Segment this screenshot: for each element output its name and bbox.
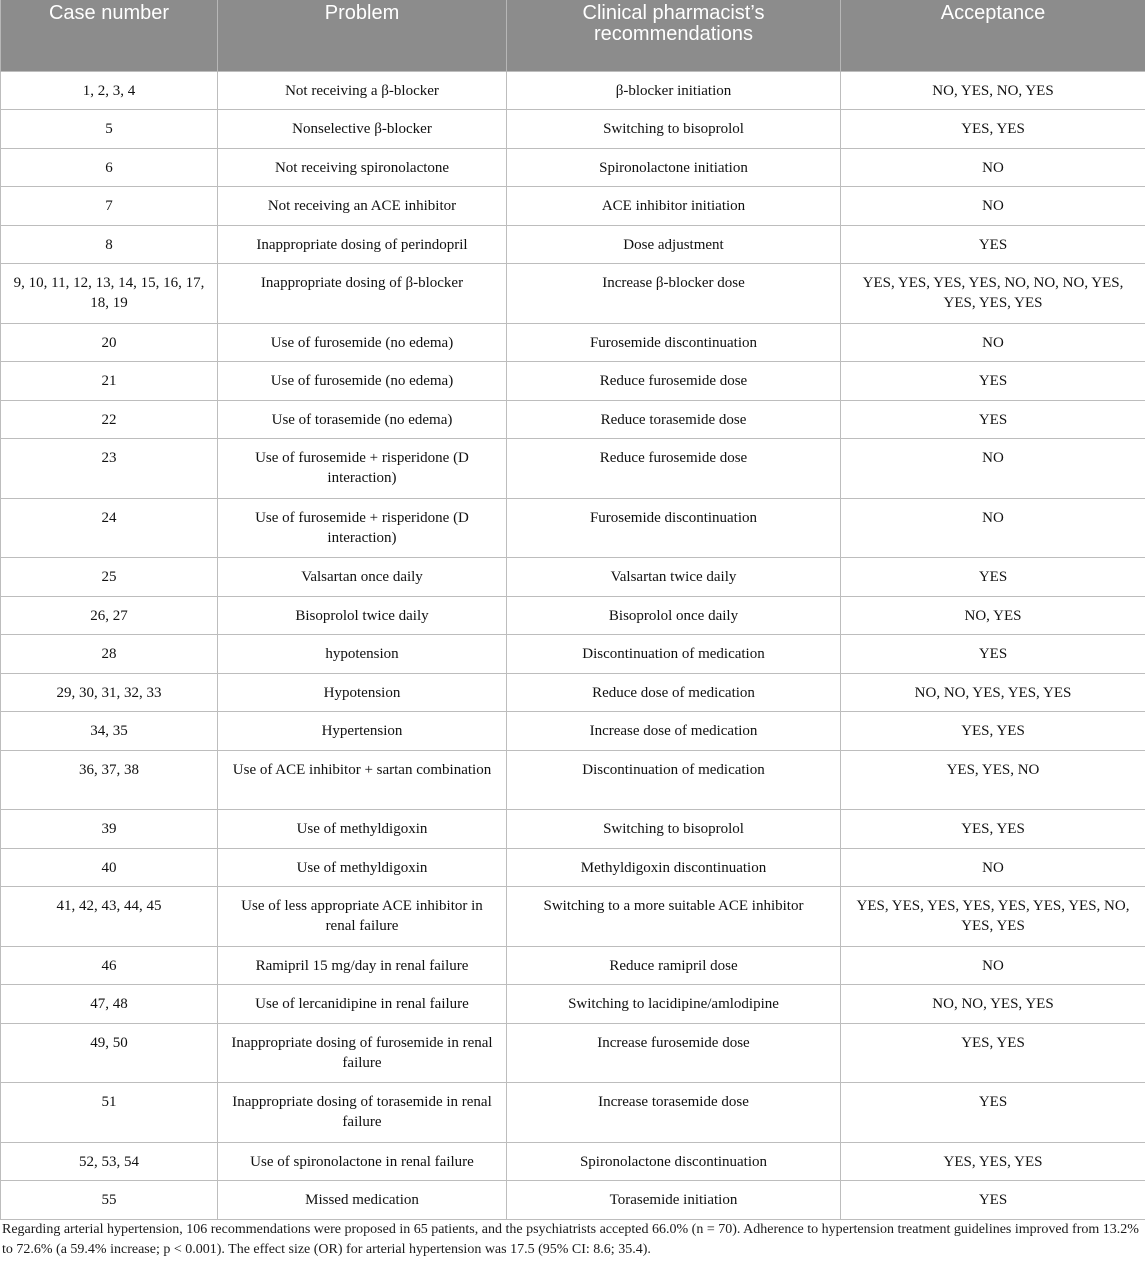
acceptance-cell: NO	[841, 439, 1145, 499]
table-row	[1, 498, 1145, 558]
acceptance-cell: YES	[841, 225, 1145, 264]
table-row	[1, 1083, 1145, 1143]
acceptance-cell: YES	[841, 558, 1145, 597]
table-row	[1, 712, 1145, 751]
acceptance-cell: NO	[841, 498, 1145, 558]
table-row	[1, 148, 1145, 187]
table-row	[1, 750, 1145, 810]
recommendation-cell: Dose adjustment	[507, 225, 841, 264]
table-footnote: Regarding arterial hypertension, 106 recommendations were proposed in 65 patients, and the psychiatrists accepted 66.0% (n = 70). Adherence to hypertension treatment guidelines improved from 13.2% to 72.6% (a 59.4% increase; p < 0.001). The effect size (OR) for arterial hypertension was 17.5 (95% CI: 8.6; 35.4).	[2, 1222, 1139, 1257]
table-row	[1, 439, 1145, 499]
problem-cell: Inappropriate dosing of furosemide in renal failure	[218, 1023, 507, 1083]
acceptance-cell: NO, NO, YES, YES, YES	[841, 673, 1145, 712]
acceptance-cell: YES	[841, 1083, 1145, 1143]
case-number-cell: 24	[1, 498, 218, 558]
acceptance-cell: YES, YES	[841, 712, 1145, 751]
acceptance-cell: NO	[841, 946, 1145, 985]
problem-cell: Hypotension	[218, 673, 507, 712]
problem-cell: Valsartan once daily	[218, 558, 507, 597]
case-number-cell: 7	[1, 187, 218, 226]
acceptance-cell: YES, YES	[841, 810, 1145, 849]
case-number-cell: 46	[1, 946, 218, 985]
problem-cell: Inappropriate dosing of β-blocker	[218, 264, 507, 324]
case-number-cell: 9, 10, 11, 12, 13, 14, 15, 16, 17, 18, 19	[1, 264, 218, 324]
recommendation-cell: Methyldigoxin discontinuation	[507, 848, 841, 887]
case-number-cell: 41, 42, 43, 44, 45	[1, 887, 218, 947]
acceptance-cell: NO	[841, 323, 1145, 362]
problem-cell: Missed medication	[218, 1181, 507, 1220]
case-number-cell: 47, 48	[1, 985, 218, 1024]
header-row	[1, 0, 1145, 71]
problem-cell: Not receiving a β-blocker	[218, 71, 507, 110]
problem-cell: Use of less appropriate ACE inhibitor in renal failure	[218, 887, 507, 947]
recommendation-cell: β-blocker initiation	[507, 71, 841, 110]
table-row	[1, 558, 1145, 597]
problem-cell: Use of methyldigoxin	[218, 810, 507, 849]
table-row	[1, 323, 1145, 362]
header-case-number: Case number	[1, 0, 218, 71]
table-row	[1, 848, 1145, 887]
header-problem: Problem	[218, 0, 507, 71]
recommendation-cell: Reduce torasemide dose	[507, 400, 841, 439]
case-number-cell: 29, 30, 31, 32, 33	[1, 673, 218, 712]
acceptance-cell: NO	[841, 187, 1145, 226]
recommendation-cell: Switching to a more suitable ACE inhibitor	[507, 887, 841, 947]
table-row	[1, 400, 1145, 439]
recommendation-cell: Reduce furosemide dose	[507, 439, 841, 499]
recommendation-cell: Reduce dose of medication	[507, 673, 841, 712]
case-number-cell: 51	[1, 1083, 218, 1143]
header-recommendations: Clinical pharmacist’s recommendations	[507, 0, 841, 71]
case-number-cell: 21	[1, 362, 218, 401]
acceptance-cell: NO, NO, YES, YES	[841, 985, 1145, 1024]
table-body	[1, 71, 1145, 1219]
case-number-cell: 5	[1, 110, 218, 149]
case-number-cell: 26, 27	[1, 596, 218, 635]
acceptance-cell: YES, YES	[841, 110, 1145, 149]
problem-cell: Use of furosemide (no edema)	[218, 362, 507, 401]
case-number-cell: 20	[1, 323, 218, 362]
table-row	[1, 673, 1145, 712]
table-row	[1, 264, 1145, 324]
table-row	[1, 362, 1145, 401]
case-number-cell: 39	[1, 810, 218, 849]
case-number-cell: 55	[1, 1181, 218, 1220]
case-number-cell: 8	[1, 225, 218, 264]
problem-cell: Use of furosemide (no edema)	[218, 323, 507, 362]
case-number-cell: 22	[1, 400, 218, 439]
acceptance-cell: NO	[841, 848, 1145, 887]
problem-cell: Use of torasemide (no edema)	[218, 400, 507, 439]
case-number-cell: 1, 2, 3, 4	[1, 71, 218, 110]
recommendation-cell: Switching to bisoprolol	[507, 110, 841, 149]
case-number-cell: 34, 35	[1, 712, 218, 751]
acceptance-cell: NO, YES	[841, 596, 1145, 635]
case-number-cell: 23	[1, 439, 218, 499]
table-row	[1, 985, 1145, 1024]
recommendation-cell: Bisoprolol once daily	[507, 596, 841, 635]
problem-cell: Hypertension	[218, 712, 507, 751]
recommendation-cell: Switching to lacidipine/amlodipine	[507, 985, 841, 1024]
acceptance-cell: YES, YES, YES, YES, YES, YES, YES, NO, YES, YES	[841, 887, 1145, 947]
table-row	[1, 1023, 1145, 1083]
recommendation-cell: Furosemide discontinuation	[507, 323, 841, 362]
recommendation-cell: Discontinuation of medication	[507, 750, 841, 810]
problem-cell: Not receiving spironolactone	[218, 148, 507, 187]
recommendation-cell: ACE inhibitor initiation	[507, 187, 841, 226]
acceptance-cell: YES	[841, 1181, 1145, 1220]
problem-cell: Use of furosemide + risperidone (D interaction)	[218, 439, 507, 499]
table-row	[1, 887, 1145, 947]
recommendation-cell: Spironolactone initiation	[507, 148, 841, 187]
recommendation-cell: Spironolactone discontinuation	[507, 1142, 841, 1181]
recommendation-cell: Discontinuation of medication	[507, 635, 841, 674]
problem-cell: Inappropriate dosing of perindopril	[218, 225, 507, 264]
problem-cell: Nonselective β-blocker	[218, 110, 507, 149]
problem-cell: Use of methyldigoxin	[218, 848, 507, 887]
recommendation-cell: Valsartan twice daily	[507, 558, 841, 597]
table-row	[1, 71, 1145, 110]
table-row	[1, 1181, 1145, 1220]
recommendation-cell: Reduce ramipril dose	[507, 946, 841, 985]
recommendation-cell: Increase β-blocker dose	[507, 264, 841, 324]
recommendation-cell: Increase torasemide dose	[507, 1083, 841, 1143]
recommendation-cell: Switching to bisoprolol	[507, 810, 841, 849]
case-number-cell: 28	[1, 635, 218, 674]
problem-cell: Bisoprolol twice daily	[218, 596, 507, 635]
acceptance-cell: YES, YES, YES	[841, 1142, 1145, 1181]
recommendation-cell: Furosemide discontinuation	[507, 498, 841, 558]
table-row	[1, 1142, 1145, 1181]
case-number-cell: 40	[1, 848, 218, 887]
case-number-cell: 36, 37, 38	[1, 750, 218, 810]
acceptance-cell: YES	[841, 635, 1145, 674]
case-number-cell: 52, 53, 54	[1, 1142, 218, 1181]
problem-cell: Use of lercanidipine in renal failure	[218, 985, 507, 1024]
table-row	[1, 225, 1145, 264]
table-row	[1, 110, 1145, 149]
case-number-cell: 49, 50	[1, 1023, 218, 1083]
case-number-cell: 25	[1, 558, 218, 597]
table-row	[1, 810, 1145, 849]
problem-cell: Use of spironolactone in renal failure	[218, 1142, 507, 1181]
case-number-cell: 6	[1, 148, 218, 187]
problem-cell: Use of furosemide + risperidone (D interaction)	[218, 498, 507, 558]
problem-cell: Inappropriate dosing of torasemide in renal failure	[218, 1083, 507, 1143]
problem-cell: Ramipril 15 mg/day in renal failure	[218, 946, 507, 985]
problem-cell: Use of ACE inhibitor + sartan combination	[218, 750, 507, 810]
recommendation-cell: Increase dose of medication	[507, 712, 841, 751]
recommendation-cell: Reduce furosemide dose	[507, 362, 841, 401]
recommendation-cell: Torasemide initiation	[507, 1181, 841, 1220]
problem-cell: hypotension	[218, 635, 507, 674]
acceptance-cell: YES, YES, NO	[841, 750, 1145, 810]
recommendation-cell: Increase furosemide dose	[507, 1023, 841, 1083]
acceptance-cell: YES, YES	[841, 1023, 1145, 1083]
header-acceptance: Acceptance	[841, 0, 1145, 71]
table-row	[1, 635, 1145, 674]
problem-cell: Not receiving an ACE inhibitor	[218, 187, 507, 226]
acceptance-cell: YES	[841, 362, 1145, 401]
table-row	[1, 596, 1145, 635]
acceptance-cell: YES	[841, 400, 1145, 439]
acceptance-cell: NO, YES, NO, YES	[841, 71, 1145, 110]
table-row	[1, 946, 1145, 985]
table-row	[1, 187, 1145, 226]
acceptance-cell: YES, YES, YES, YES, NO, NO, NO, YES, YES, YES, YES	[841, 264, 1145, 324]
acceptance-cell: NO	[841, 148, 1145, 187]
